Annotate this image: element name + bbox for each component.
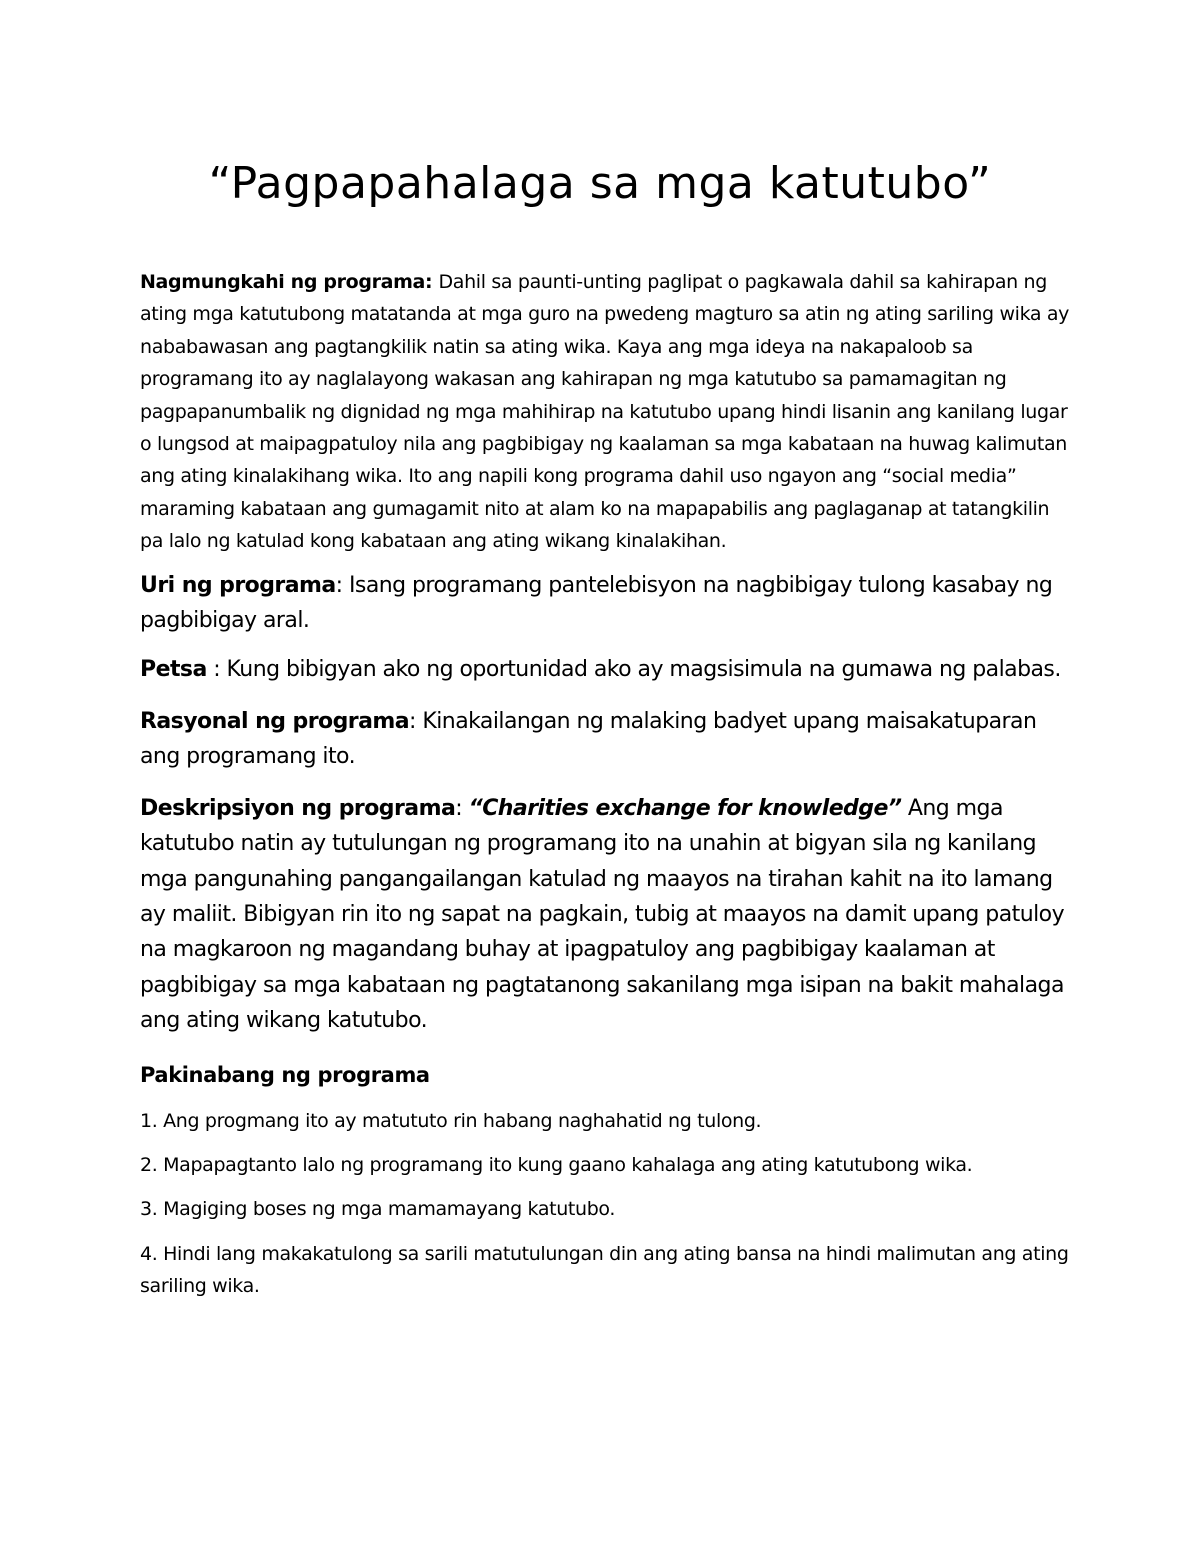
deskripsiyon-label: Deskripsiyon ng programa xyxy=(140,795,456,821)
deskripsiyon-separator: : xyxy=(455,795,469,821)
section-nagmungkahi xyxy=(140,266,1070,558)
nagmungkahi-separator: : xyxy=(425,271,439,293)
pakinabang-heading: Pakinabang ng programa xyxy=(140,1062,430,1087)
pakinabang-item: 3. Magiging boses ng mga mamamayang katutubo. xyxy=(140,1198,616,1221)
section-rasyonal xyxy=(140,704,1070,775)
nagmungkahi-label: Nagmungkahi ng programa xyxy=(140,271,426,293)
rasyonal-text: Kinakailangan ng malaking badyet upang maisakatuparan ang programang ito. xyxy=(140,708,1037,770)
document-title: “Pagpapahalaga sa mga katutubo” xyxy=(208,158,992,209)
nagmungkahi-text: Dahil sa paunti-unting paglipat o pagkawala dahil sa kahirapan ng ating mga katutubong matatanda at mga guro na pwedeng magturo sa atin ng ating sariling wika ay nababawasan ang pagtangkilik natin sa ating wika. Kaya ang mga ideya na nakapaloob sa programang ito ay naglalayong wakasan ang kahirapan ng mga katutubo sa pamamagitan ng pagpapanumbalik ng dignidad ng mga mahihirap na katutubo upang hindi lisanin ang kanilang lugar o lungsod at maipagpatuloy nila ang pagbibigay ng kaalaman sa mga kabataan na huwag kalimutan ang ating kinalakihang wika. Ito ang napili kong programa dahil uso ngayon ang “social media” maraming kabataan ang gumagamit nito at alam ko na mapapabilis ang paglaganap at tatangkilin pa lalo ng katulad kong kabataan ang ating wikang kinalakihan. xyxy=(140,271,1070,553)
deskripsiyon-text: Ang mga katutubo natin ay tutulungan ng programang ito na unahin at bigyan sila ng kanilang mga pangunahing pangangailangan katulad ng maayos na tirahan kahit na ito lamang ay maliit. Bibigyan rin ito ng sapat na pagkain, tubig at maayos na damit upang patuloy na magkaroon ng magandang buhay at ipagpatuloy ang pagbibigay kaalaman at pagbibigay sa mga kabataan ng pagtatanong sakanilang mga isipan na bakit mahalaga ang ating wikang katutubo. xyxy=(140,795,1065,1034)
uri-label: Uri ng programa xyxy=(140,572,336,598)
rasyonal-label: Rasyonal ng programa xyxy=(140,708,410,734)
document-body xyxy=(140,266,1070,1303)
section-petsa xyxy=(140,652,1070,687)
section-deskripsiyon xyxy=(140,791,1070,1039)
petsa-separator: : xyxy=(206,657,227,683)
pakinabang-item: 4. Hindi lang makakatulong sa sarili matutulungan din ang ating bansa na hindi malimutan ang ating sariling wika. xyxy=(140,1242,1069,1298)
petsa-text: Kung bibigyan ako ng oportunidad ako ay magsisimula na gumawa ng palabas. xyxy=(226,657,1061,683)
uri-separator: : xyxy=(335,572,349,598)
section-uri xyxy=(140,568,1070,639)
rasyonal-separator: : xyxy=(409,708,423,734)
pakinabang-item: 2. Mapapagtanto lalo ng programang ito kung gaano kahalaga ang ating katutubong wika. xyxy=(140,1153,973,1176)
pakinabang-item: 1. Ang progmang ito ay matututo rin habang naghahatid ng tulong. xyxy=(140,1109,762,1132)
petsa-label: Petsa xyxy=(140,657,207,683)
deskripsiyon-emphasis: “Charities exchange for knowledge” xyxy=(468,795,902,821)
uri-text: Isang programang pantelebisyon na nagbibigay tulong kasabay ng pagbibigay aral. xyxy=(140,572,1053,634)
